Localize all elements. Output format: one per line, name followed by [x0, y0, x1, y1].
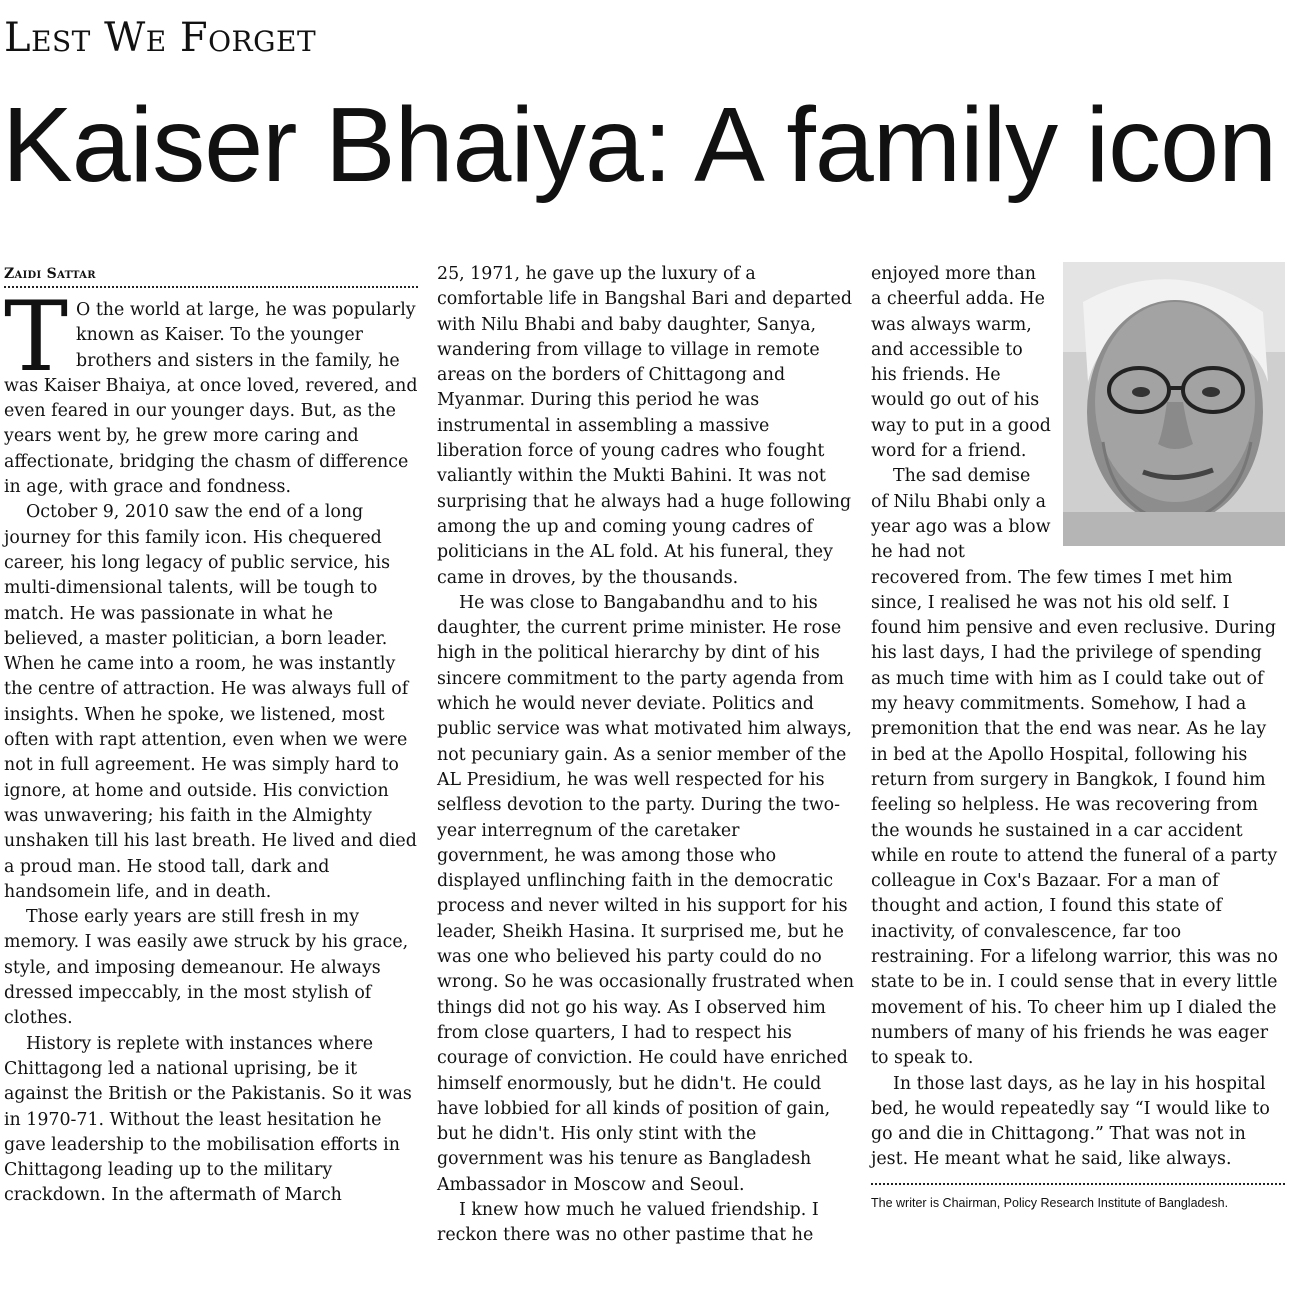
portrait-photo — [1063, 262, 1285, 546]
headline: Kaiser Bhaiya: A family icon — [2, 86, 1277, 204]
paragraph-7: The sad demise of Nilu Bhabi only a year ago was a blow he had not recovered from. The few times I met him since, I realised he was not his old self. I found him pensive and even reclusive. During his last days, I had the privilege of spending as much time with him as I could take out of my heavy commitments. Somehow, I had a premonition that the end was near. As he lay in bed at the Apollo Hospital, following his return from surgery in Bangkok, I found him feeling so helpless. He was recovering from the wounds he sustained in a car accident while en route to attend the funeral of a party colleague in Cox's Bazaar. For a man of thought and action, I found this state of inactivity, of convalescence, far too restraining. For a lifelong warrior, this was no state to be in. I could sense that in every little movement of his. To cheer him up I dialed the numbers of many of his friends he was eager to speak to. — [871, 466, 1278, 1069]
portrait-illustration — [1063, 262, 1285, 546]
column-2 — [437, 262, 855, 1249]
paragraph-1 — [4, 281, 418, 500]
drop-cap: T — [4, 281, 69, 393]
byline: Zaidi Sattar — [4, 266, 96, 282]
column-3 — [871, 262, 1285, 1211]
paragraph-6-continued: enjoyed more than a cheerful adda. He was always warm, and accessible to his friends. He would go out of his way to put in a good word for a friend. — [871, 264, 1051, 462]
footer-divider — [871, 1183, 1285, 1185]
paragraph-6: I knew how much he valued friendship. I reckon there was no other pastime that he — [437, 1199, 819, 1246]
column-1 — [4, 262, 418, 1209]
section-kicker: Lest We Forget — [4, 15, 317, 61]
paragraph-2: October 9, 2010 saw the end of a long journey for this family icon. His chequered career, his long legacy of public service, his multi-dimensional talents, will be tough to match. He was passionate in what he believed, a master politician, a born leader. When he came into a room, he was instantly the centre of attraction. He was always full of insights. When he spoke, we listened, most often with rapt attention, even when we were not in full agreement. He was simply hard to ignore, at home and outside. His conviction was unwavering; his faith in the Almighty unshaken till his last breath. He lived and died a proud man. He stood tall, dark and handsomein life, and in death. — [4, 502, 417, 902]
paragraph-4-continued: 25, 1971, he gave up the luxury of a comfortable life in Bangshal Bari and departed with Nilu Bhabi and baby daughter, Sanya, wandering from village to village in remote areas on the borders of Chittagong and Myanmar. During this period he was instrumental in assembling a massive liberation force of young cadres who fought valiantly within the Mukti Bahini. It was not surprising that he always had a huge following among the up and coming young cadres of politicians in the AL fold. At his funeral, they came in droves, by the thousands. — [437, 264, 852, 588]
paragraph-5: He was close to Bangabandhu and to his daughter, the current prime minister. He rose high in the political hierarchy by dint of his sincere commitment to the party agenda from which he would never deviate. Politics and public service was what motivated him always, not pecuniary gain. As a senior member of the AL Presidium, he was well respected for his selfless devotion to the party. During the two-year interregnum of the caretaker government, he was among those who displayed unflinching faith in the democratic process and never wilted in his support for his leader, Sheikh Hasina. It surprised me, but he was one who believed his party could do no wrong. So he was occasionally frustrated when things did not go his way. As I observed him from close quarters, I had to respect his courage of conviction. He could have enriched himself enormously, but he didn't. He could have lobbied for all kinds of position of gain, but he didn't. His only stint with the government was his tenure as Bangladesh Ambassador in Moscow and Seoul. — [437, 592, 855, 1195]
paragraph-8: In those last days, as he lay in his hospital bed, he would repeatedly say “I would like to go and die in Chittagong.” That was not in jest. He meant what he said, like always. — [871, 1073, 1270, 1170]
paragraph-1-text: O the world at large, he was popularly known as Kaiser. To the younger brothers and sisters in the family, he was Kaiser Bhaiya, at once loved, revered, and even feared in our younger days. But, as the years went by, he grew more caring and affectionate, bridging the chasm of difference in age, with grace and fondness. — [4, 300, 418, 498]
paragraph-3: Those early years are still fresh in my memory. I was easily awe struck by his grace, style, and imposing demeanour. He always dressed impeccably, in the most stylish of clothes. — [4, 907, 409, 1029]
paragraph-4: History is replete with instances where Chittagong led a national uprising, be it against the British or the Pakistanis. So it was in 1970-71. Without the least hesitation he gave leadership to the mobilisation efforts in Chittagong leading up to the military crackdown. In the aftermath of March — [4, 1033, 412, 1206]
author-note: The writer is Chairman, Policy Research Institute of Bangladesh. — [871, 1195, 1229, 1210]
